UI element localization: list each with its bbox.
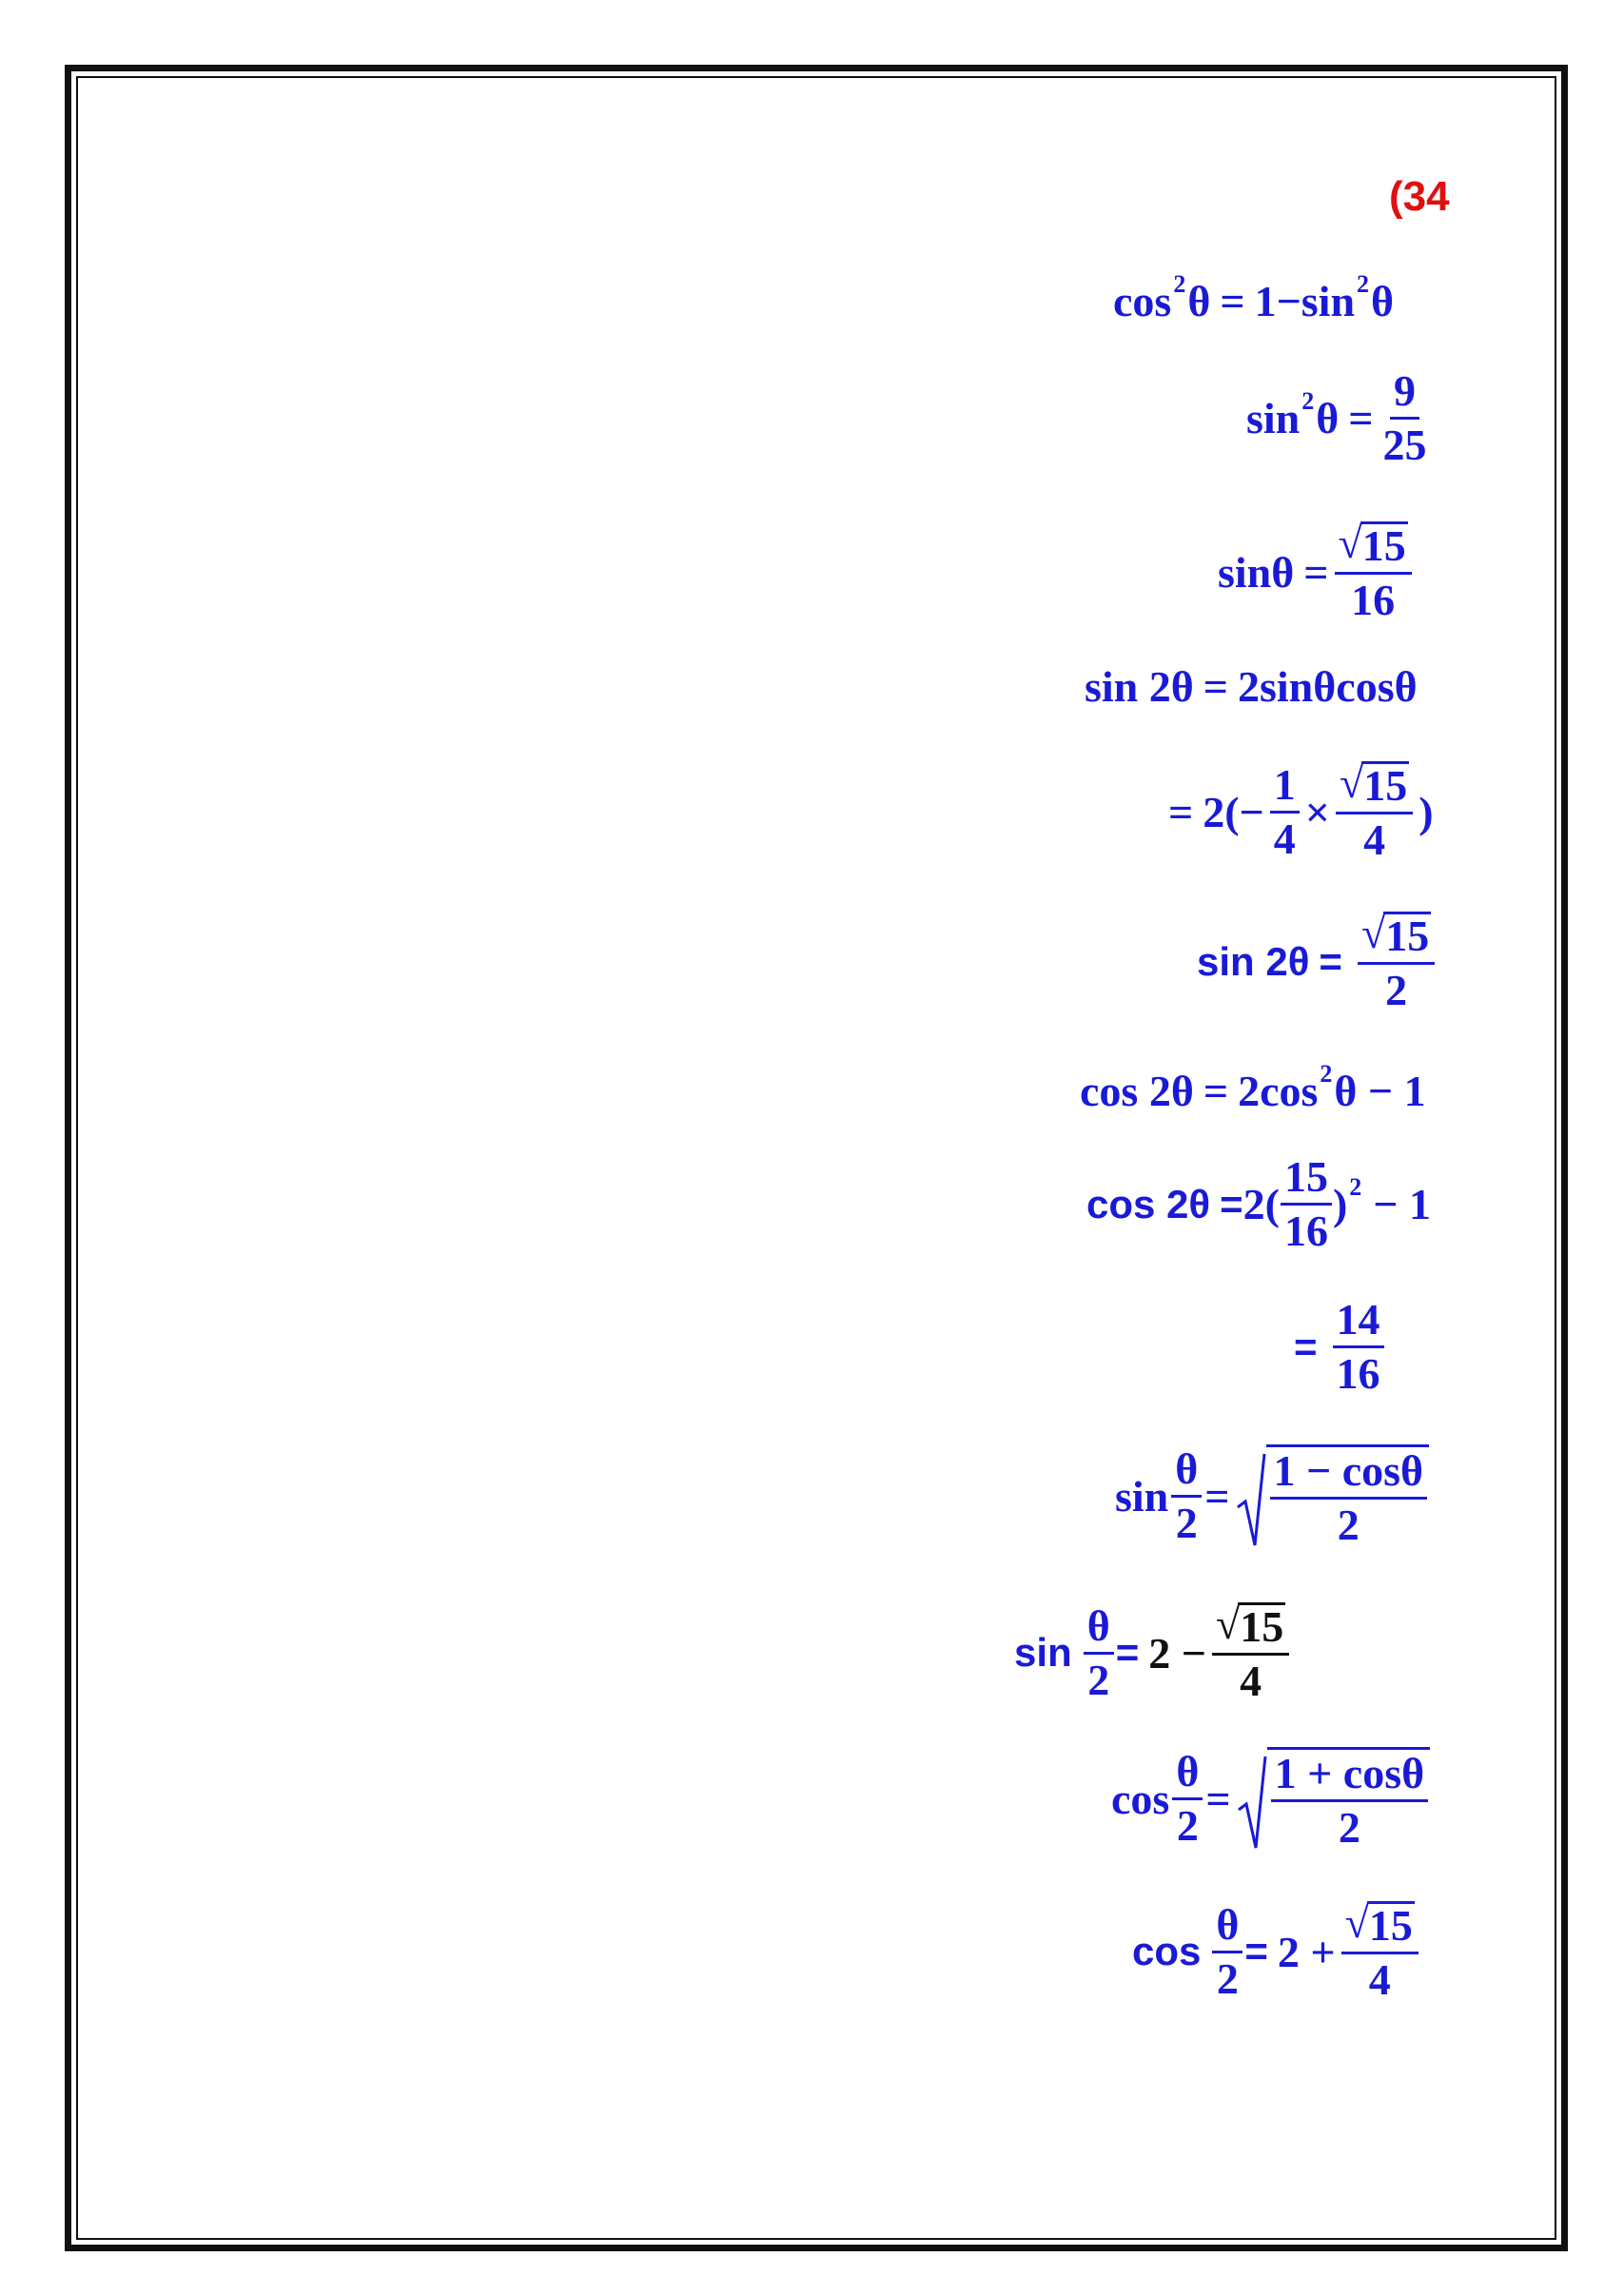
eq12-fraction — [1172, 1746, 1203, 1850]
equation-6 — [1197, 909, 1440, 1014]
eq6-radicand: 15 — [1385, 912, 1430, 960]
eq12-inner-numerator: 1 + cosθ — [1271, 1752, 1429, 1802]
eq8-equals: = — [1220, 1181, 1243, 1226]
eq8-numerator: 15 — [1281, 1155, 1332, 1206]
eq5-denominator-1: 4 — [1273, 814, 1296, 863]
eq4-lhs: sin 2θ — [1085, 662, 1194, 711]
eq11-sqrt-denominator: 4 — [1240, 1657, 1262, 1705]
eq12-inner-denominator: 2 — [1338, 1803, 1360, 1852]
eq13-sqrt-denominator: 4 — [1368, 1955, 1391, 2004]
equation-1 — [1113, 269, 1395, 326]
eq5-times: × — [1304, 787, 1330, 836]
eq10-inner-denominator: 2 — [1337, 1501, 1360, 1549]
equation-7 — [1080, 1059, 1426, 1116]
eq10-equals: = — [1204, 1471, 1230, 1521]
eq8-post: ) — [1332, 1180, 1348, 1228]
eq11-equals: = — [1115, 1630, 1140, 1675]
eq7-lhs: cos 2θ — [1080, 1067, 1194, 1115]
eq5-numerator-2 — [1336, 758, 1413, 814]
eq9-numerator: 14 — [1333, 1298, 1384, 1348]
eq5-post: ) — [1419, 787, 1434, 836]
eq1-rhs-fn: sin — [1301, 277, 1356, 325]
problem-number-text: (34 — [1389, 173, 1450, 220]
eq8-pre: 2( — [1242, 1180, 1280, 1228]
problem-number — [1389, 173, 1450, 221]
equation-13 — [1132, 1898, 1424, 2004]
eq13-numerator: θ — [1212, 1903, 1242, 1953]
eq11-numerator: θ — [1084, 1604, 1114, 1655]
equation-11 — [1014, 1599, 1295, 1705]
eq3-fn: sin — [1218, 547, 1272, 597]
eq8-exp: 2 — [1349, 1172, 1362, 1201]
eq6-equals: = — [1319, 939, 1342, 984]
eq3-fraction — [1335, 521, 1412, 622]
eq5-radicand: 15 — [1363, 761, 1408, 810]
eq9-equals: = — [1294, 1324, 1318, 1369]
eq13-radicand: 15 — [1368, 1901, 1413, 1950]
eq5-denominator-2: 4 — [1363, 815, 1386, 864]
eq2-exp: 2 — [1301, 386, 1315, 415]
eq7-rhs-pre: 2cos — [1238, 1067, 1319, 1115]
eq3-numerator — [1335, 521, 1412, 575]
eq13-pre: 2 + — [1277, 1927, 1336, 1976]
equation-2 — [1246, 366, 1437, 469]
eq5-pre: 2(− — [1203, 787, 1264, 836]
eq2-fraction — [1379, 366, 1431, 469]
sqrt-icon: √ — [1339, 758, 1364, 807]
eq8-denominator: 16 — [1283, 1207, 1328, 1255]
eq8-tail: − 1 — [1373, 1180, 1432, 1228]
eq6-numerator — [1358, 909, 1435, 965]
eq13-fn: cos — [1132, 1929, 1202, 1973]
radical-sign-icon — [1237, 1755, 1267, 1850]
eq1-rhs-exp: 2 — [1357, 269, 1370, 298]
equation-3 — [1218, 521, 1418, 622]
eq4-rhs: 2sinθcosθ — [1238, 662, 1418, 711]
eq13-sqrt-numerator — [1341, 1898, 1419, 1954]
eq9-denominator: 16 — [1336, 1349, 1380, 1398]
eq10-denominator: 2 — [1175, 1498, 1198, 1547]
eq10-inner-numerator: 1 − cosθ — [1270, 1449, 1428, 1500]
eq1-lhs-var: θ — [1187, 277, 1211, 325]
eq1-lhs-exp: 2 — [1173, 269, 1186, 298]
eq10-radical — [1236, 1444, 1430, 1547]
equation-12 — [1111, 1747, 1430, 1850]
eq7-exp: 2 — [1320, 1059, 1333, 1088]
eq13-denominator: 2 — [1216, 1953, 1239, 2003]
eq3-var: θ — [1271, 547, 1295, 597]
eq10-inner-fraction — [1270, 1446, 1428, 1549]
sqrt-icon: √ — [1360, 909, 1386, 957]
radical-sign-icon — [1236, 1452, 1266, 1547]
eq12-radical — [1237, 1747, 1431, 1850]
eq3-radicand: 15 — [1361, 521, 1406, 570]
eq5-numerator-1: 1 — [1270, 763, 1300, 814]
equation-9 — [1294, 1295, 1390, 1398]
eq1-equals: = — [1220, 277, 1245, 325]
eq7-rhs-post: θ − 1 — [1334, 1067, 1426, 1115]
eq2-equals: = — [1348, 394, 1374, 442]
eq2-denominator: 25 — [1382, 421, 1427, 469]
eq13-fraction — [1212, 1899, 1242, 2003]
sqrt-icon: √ — [1215, 1599, 1241, 1648]
eq13-equals: = — [1244, 1929, 1268, 1973]
eq6-fraction — [1358, 909, 1435, 1014]
eq5-equals: = — [1168, 787, 1194, 836]
eq8-fraction — [1281, 1152, 1332, 1255]
eq11-sqrt-numerator — [1212, 1599, 1289, 1656]
eq1-lhs-fn: cos — [1113, 277, 1172, 325]
eq10-fn: sin — [1115, 1471, 1169, 1521]
eq10-fraction — [1171, 1443, 1202, 1547]
eq5-fraction-1 — [1270, 759, 1300, 863]
eq11-fn: sin — [1014, 1630, 1072, 1675]
eq2-fn: sin — [1246, 394, 1301, 442]
eq2-numerator: 9 — [1390, 369, 1419, 420]
eq4-equals: = — [1203, 662, 1228, 711]
sqrt-icon: √ — [1344, 1898, 1369, 1947]
eq11-sqrt-fraction — [1212, 1599, 1289, 1705]
eq11-pre: 2 − — [1148, 1628, 1206, 1678]
equation-5 — [1168, 758, 1434, 864]
eq12-numerator: θ — [1172, 1750, 1203, 1800]
eq10-numerator: θ — [1171, 1447, 1202, 1498]
eq12-denominator: 2 — [1176, 1800, 1199, 1850]
eq2-var: θ — [1316, 394, 1340, 442]
eq1-one: 1 — [1254, 277, 1277, 325]
eq7-equals: = — [1203, 1067, 1229, 1115]
eq11-radicand: 15 — [1240, 1602, 1284, 1651]
eq12-fn: cos — [1111, 1774, 1170, 1823]
eq13-sqrt-fraction — [1341, 1898, 1419, 2004]
eq9-fraction — [1333, 1295, 1384, 1398]
equation-10 — [1115, 1444, 1429, 1547]
eq12-inner-fraction — [1271, 1749, 1429, 1852]
eq1-minus: − — [1276, 277, 1301, 325]
eq12-equals: = — [1205, 1774, 1231, 1823]
eq6-lhs: sin 2θ — [1197, 939, 1310, 984]
eq5-fraction-2 — [1336, 758, 1413, 864]
eq8-lhs: cos 2θ — [1086, 1181, 1211, 1226]
eq3-denominator: 16 — [1351, 576, 1396, 624]
eq3-equals: = — [1303, 547, 1329, 597]
equation-8 — [1086, 1152, 1432, 1255]
eq1-rhs-var: θ — [1371, 277, 1395, 325]
sqrt-icon: √ — [1338, 519, 1362, 567]
eq11-denominator: 2 — [1087, 1655, 1110, 1704]
equation-4 — [1085, 661, 1418, 712]
eq11-fraction — [1084, 1600, 1114, 1704]
eq6-denominator: 2 — [1385, 966, 1408, 1014]
